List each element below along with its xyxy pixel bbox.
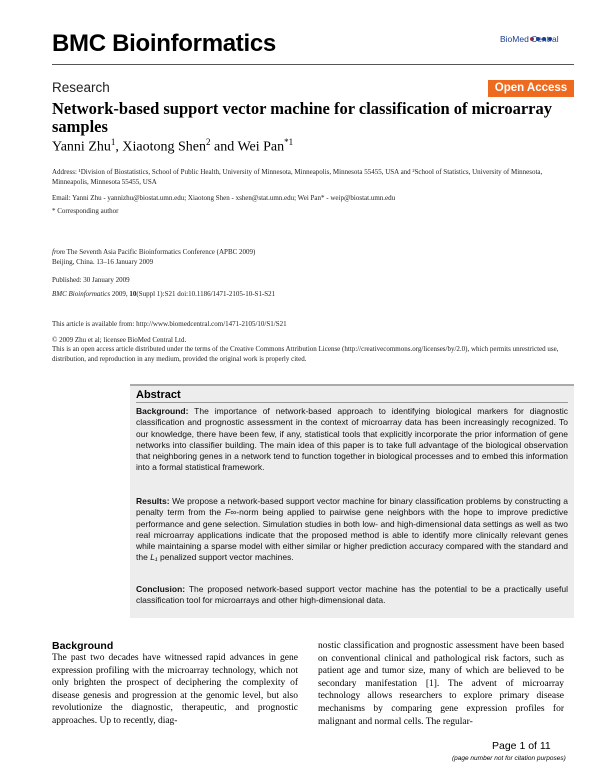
- biomed-central-logo[interactable]: BioMed Central: [500, 34, 559, 44]
- conference-info: [52, 248, 572, 267]
- author-list: [52, 137, 293, 156]
- results-label: Results:: [136, 496, 170, 506]
- author-name: Xiaotong Shen: [122, 139, 206, 155]
- author-name: Wei Pan: [237, 139, 285, 155]
- author-affiliation: 2: [205, 137, 211, 147]
- l1-norm: L₁: [150, 552, 158, 563]
- page-number-note: (page number not for citation purposes): [452, 755, 566, 762]
- abstract-heading-rule: [136, 402, 568, 403]
- author-name: Yanni Zhu: [52, 139, 111, 155]
- author-emails[interactable]: Email: Yanni Zhu - yannizhu@biostat.umn.edu; Xiaotong Shen - xshen@stat.umn.edu; Wei Pan* - weip@biostat.umn.edu: [52, 194, 396, 202]
- abstract-heading: Abstract: [136, 389, 181, 401]
- results-text-b: -norm being applied to pairwise gene neighbors with the hope to improve predictive performance and gene selection. Simulation studies in both low- and high-dimensional data settings as well as two real microarray applications indicate that the proposed method is able to identify more clinically relevant genes while maintaining a sparse model with either similar or higher prediction accuracy compared with the standard and the: [136, 507, 569, 563]
- article-url[interactable]: This article is available from: http://www.biomedcentral.com/1471-2105/10/S1/S21: [52, 320, 287, 328]
- author-affiliation: 1: [110, 137, 116, 147]
- from-label: from: [52, 248, 65, 256]
- results-text-c: penalized support vector machines.: [157, 552, 294, 563]
- section-heading-background: Background: [52, 640, 114, 652]
- author-address: Address: ¹Division of Biostatistics, School of Public Health, University of Minnesota, Minneapolis, Minnesota 55455, USA and ²School of Statistics, University of Minnesota, Minneapolis, Minnesota 55455, USA: [52, 168, 543, 186]
- results-text-a: We propose a network-based support vector machine for binary classification problems by constructing a penalty term from the: [136, 496, 568, 518]
- background-label: Background:: [136, 406, 189, 416]
- header-divider: [52, 64, 574, 65]
- article-title: Network-based support vector machine for classification of microarray samples: [52, 99, 552, 136]
- published-date: Published: 30 January 2009: [52, 276, 130, 284]
- background-text: The importance of network-based approach to identifying biological markers for diagnostic classification and prognostic assessment in the context of microarray data has been increasingly recognized. To our knowledge, there have been few, if any, statistical tools that explicitly incorporate the prior information of gene networks into classifier building. The main idea of this paper is to take full advantage of the biological observation that neighboring genes in a network tend to function together in biological processes and to embed this information into a formal statistical framework.: [136, 406, 568, 473]
- open-access-badge: Open Access: [488, 80, 574, 97]
- author-separator: ,: [115, 139, 123, 155]
- citation-doi: (Suppl 1):S21 doi:10.1186/1471-2105-10-S1-S21: [136, 290, 276, 298]
- body-column-right: nostic classification and prognostic assessment have been based on conventional clinical and pathological risk factors, such as patient age and tumor size, many of which are believed to be secondary manifestation [1]. The advent of microarray technology allows researchers to explore primary disease mechanisms by comparing gene expression profiles for malignant and normal cells. The regular-: [318, 641, 564, 727]
- citation-journal: BMC Bioinformatics: [52, 290, 111, 298]
- article-type: Research: [52, 80, 110, 95]
- author-affiliation: *1: [284, 137, 294, 147]
- abstract-results: [136, 496, 568, 564]
- copyright: © 2009 Zhu et al; licensee BioMed Central Ltd.: [52, 336, 187, 344]
- conference-name: The Seventh Asia Pacific Bioinformatics Conference (APBC 2009): [66, 248, 256, 256]
- journal-title: BMC Bioinformatics: [52, 30, 276, 57]
- page-number: Page 1 of 11: [492, 740, 551, 752]
- body-column-left: The past two decades have witnessed rapid advances in gene expression profiling with the microarray technology, which not only brighten the prospect of deciphering the complexity of disease genesis and progression at the genomic level, but also revolutionize the diagnostic, therapeutic, and prognostic approaches. Up to recently, diag-: [52, 653, 298, 726]
- abstract-conclusion: [136, 584, 568, 607]
- license-text[interactable]: This is an open access article distributed under the terms of the Creative Commons Attribution License (http://creativecommons.org/licenses/by/2.0), which permits unrestricted use, distribution, and reproduction in any medium, provided the original work is properly cited.: [52, 345, 559, 363]
- citation-year: 2009,: [110, 290, 130, 298]
- citation-volume: 10: [129, 290, 137, 298]
- conclusion-text: The proposed network-based support vector machine has the potential to be a practically useful classification tool for microarrays and other high-dimensional data.: [136, 584, 568, 606]
- conclusion-label: Conclusion:: [136, 584, 186, 594]
- author-separator: and: [210, 139, 238, 155]
- f-infinity-norm: F∞: [225, 507, 237, 518]
- conference-place: Beijing, China. 13–16 January 2009: [52, 257, 154, 266]
- abstract-top-rule: [130, 384, 574, 386]
- corresponding-author-note: * Corresponding author: [52, 207, 119, 215]
- citation: [52, 290, 572, 300]
- abstract-background: [136, 406, 568, 474]
